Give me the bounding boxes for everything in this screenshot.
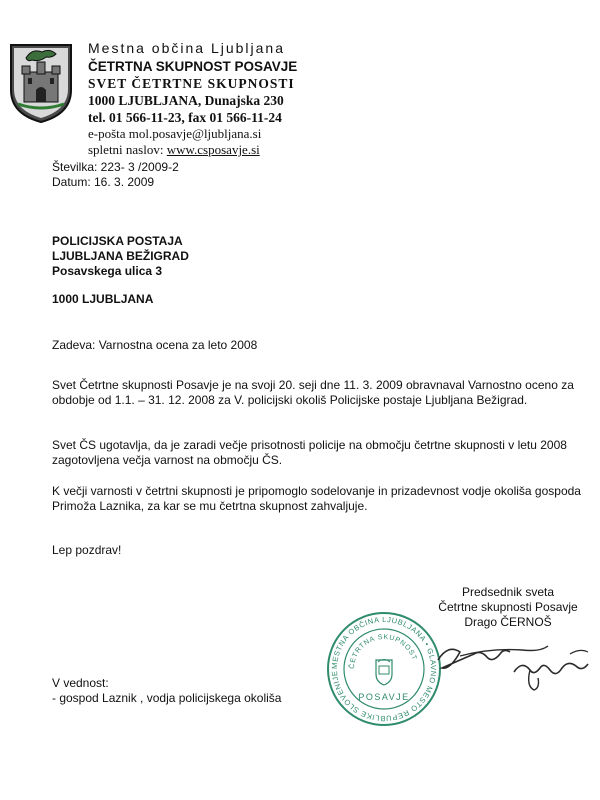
stamp-outer-text: MESTNA OBČINA LJUBLJANA • GLAVNO MESTO REPUBLIKE SLOVENIJE [329, 614, 439, 724]
web-link[interactable]: www.csposavje.si [166, 142, 260, 157]
web-prefix: spletni naslov: [88, 142, 167, 157]
letterhead-address: 1000 LJUBLJANA, Dunajska 230 [88, 93, 284, 108]
council-name: SVET ČETRTNE SKUPNOSTI [88, 76, 295, 91]
signatory-title-2: Četrtne skupnosti Posavje [438, 600, 578, 614]
recipient-city: 1000 LJUBLJANA [52, 292, 154, 306]
municipality-name: Mestna občina Ljubljana [88, 40, 285, 56]
body-paragraph-1: Svet Četrtne skupnosti Posavje je na svoji 20. seji dne 11. 3. 2009 obravnaval Varnostno oceno za obdobje od 1.1. – 31. 12. 2008 za V. policijski okoliš Policijske postaje Ljubljana Bežigrad. [52, 378, 574, 407]
recipient-address [52, 234, 189, 279]
body-paragraph-3: K večji varnosti v četrtni skupnosti je pripomoglo sodelovanje in prizadevnost vodje okoliša gospoda Primoža Laznika, za kar se mu četrtna skupnost zahvaljuje. [52, 484, 581, 513]
cc-label: V vednost: [52, 676, 109, 690]
recipient-line3: Posavskega ulica 3 [52, 264, 163, 278]
cc-block [52, 676, 281, 706]
official-stamp-icon [325, 610, 443, 728]
stamp-bottom-text: POSAVJE [358, 692, 410, 702]
letterhead-email: e-pošta mol.posavje@ljubljana.si [88, 126, 262, 141]
letterhead-web [88, 142, 388, 158]
document-meta [52, 160, 179, 190]
signatory-name: Drago ČERNOŠ [464, 615, 552, 629]
stamp-inner-text: ČETRTNA SKUPNOST [348, 633, 418, 670]
document-number: Številka: 223- 3 /2009-2 [52, 160, 179, 174]
recipient-line2: LJUBLJANA BEŽIGRAD [52, 249, 189, 263]
document-date: Datum: 16. 3. 2009 [52, 175, 155, 189]
cc-item: - gospod Laznik , vodja policijskega okoliša [52, 691, 282, 705]
letterhead [88, 40, 388, 158]
subject-line: Zadeva: Varnostna ocena za leto 2008 [52, 338, 258, 352]
coat-of-arms-icon [8, 42, 74, 124]
body-paragraph-2: Svet ČS ugotavlja, da je zaradi večje prisotnosti policije na območju četrtne skupnosti v letu 2008 zagotovljena večja varnost na območju ČS. [52, 438, 567, 467]
greeting: Lep pozdrav! [52, 543, 122, 557]
letterhead-phone: tel. 01 566-11-23, fax 01 566-11-24 [88, 110, 282, 125]
district-name: ČETRTNA SKUPNOST POSAVJE [88, 59, 298, 74]
recipient-line1: POLICIJSKA POSTAJA [52, 234, 183, 248]
signatory-block [418, 585, 598, 630]
signatory-title-1: Predsednik sveta [461, 585, 555, 599]
handwritten-signature-icon [430, 630, 595, 700]
